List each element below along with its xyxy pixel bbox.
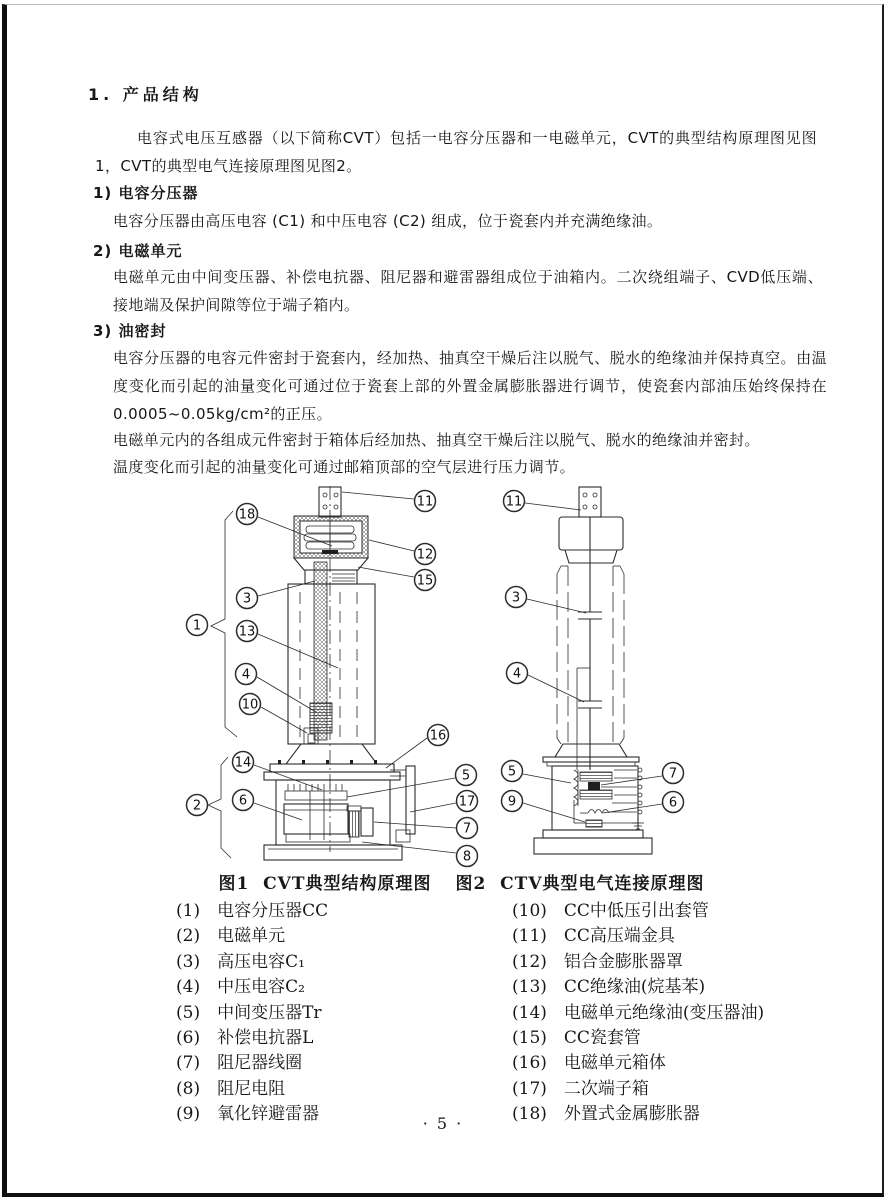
paragraph-capacitor-divider: 电容分压器由高压电容 (C1) 和中压电容 (C2) 组成，位于瓷套内并充满绝缘油。 — [113, 212, 663, 230]
callout-bubble — [415, 491, 436, 512]
part-item: (11) CC高压端金具 — [512, 926, 675, 947]
svg-text:17: 17 — [458, 794, 476, 810]
paragraph-em-unit: 电磁单元由中间变压器、补偿电抗器、阻尼器和避雷器组成位于油箱内。二次绕组端子、CVD低压端、接地端及保护间隙等位于端子箱内。 — [113, 268, 823, 314]
svg-text:7: 7 — [462, 821, 472, 837]
intermediate-transformer-winding — [574, 770, 612, 806]
callout-bubble — [187, 795, 208, 816]
svg-text:15: 15 — [416, 573, 434, 589]
svg-text:7: 7 — [668, 766, 678, 782]
part-item: (8) 阻尼电阻 — [176, 1078, 286, 1099]
subsection-heading-2: 2) 电磁单元 — [93, 242, 183, 260]
part-item: (6) 补偿电抗器L — [176, 1027, 314, 1048]
base-flange — [264, 744, 400, 780]
metal-expander-housing — [294, 516, 368, 570]
em-unit-tank — [264, 780, 402, 860]
callout-bubble — [663, 792, 684, 813]
callout-bubble — [415, 570, 436, 591]
svg-text:4: 4 — [241, 667, 251, 683]
svg-text:1: 1 — [192, 618, 202, 634]
callout-bubble — [236, 664, 257, 685]
svg-text:12: 12 — [416, 547, 434, 563]
part-item: (2) 电磁单元 — [176, 926, 286, 947]
top-cap — [559, 517, 623, 563]
svg-text:9: 9 — [507, 794, 517, 810]
callout-bubble — [237, 621, 258, 642]
capacitor-stack — [304, 562, 332, 744]
part-item: (7) 阻尼器线圈 — [176, 1053, 303, 1074]
svg-text:3: 3 — [511, 590, 521, 606]
callout-bubble — [237, 504, 258, 525]
paragraph-oil-seal-3: 温度变化而引起的油量变化可通过邮箱顶部的空气层进行压力调节。 — [113, 458, 576, 476]
svg-text:6: 6 — [668, 795, 678, 811]
hv-terminal-fitting — [579, 487, 601, 517]
callout-bubble — [507, 663, 528, 684]
svg-text:10: 10 — [241, 697, 259, 713]
callout-bubble — [187, 615, 208, 636]
svg-text:5: 5 — [507, 764, 517, 780]
svg-text:8: 8 — [462, 849, 472, 865]
part-item: (5) 中间变压器Tr — [176, 1002, 322, 1023]
porcelain-bushing-outline — [555, 566, 627, 757]
section-title: 1. 产品结构 — [88, 85, 203, 104]
subsection-heading-1: 1) 电容分压器 — [93, 184, 199, 202]
callout-bubble — [233, 790, 254, 811]
secondary-terminal-box-plate — [390, 766, 415, 842]
callout-bubble — [502, 791, 523, 812]
svg-text:13: 13 — [238, 624, 256, 640]
capacitor-symbols — [577, 517, 602, 770]
figure-2-drawing — [462, 480, 715, 882]
parts-list-left-column — [176, 899, 328, 1128]
part-item: (1) 电容分压器CC — [176, 901, 329, 921]
part-item: (17) 二次端子箱 — [512, 1078, 649, 1099]
part-item: (15) CC瓷套管 — [512, 1027, 641, 1048]
intro-paragraph: 电容式电压互感器（以下简称CVT）包括一电容分压器和一电磁单元，CVT的典型结构原理图见图1，CVT的典型电气连接原理图见图2。 — [95, 129, 817, 175]
figure-1-caption: 图1 CVT典型结构原理图 — [218, 874, 432, 894]
zno-arrester-and-ground — [574, 812, 644, 829]
callout-bubble — [233, 752, 254, 773]
svg-text:11: 11 — [416, 494, 434, 510]
svg-text:18: 18 — [238, 507, 256, 523]
paragraph-oil-seal-2: 电磁单元内的各组成元件密封于箱体后经加热、抽真空干燥后注以脱气、脱水的绝缘油并密封。 — [113, 431, 760, 449]
callout-bubble — [506, 587, 527, 608]
svg-text:11: 11 — [505, 494, 523, 510]
svg-text:2: 2 — [192, 798, 202, 814]
part-item: (3) 高压电容C₁ — [176, 951, 305, 972]
callout-bubble — [428, 725, 449, 746]
part-item: (16) 电磁单元箱体 — [512, 1053, 666, 1074]
paragraph-oil-seal-1: 电容分压器的电容元件密封于瓷套内，经加热、抽真空干燥后注以脱气、脱水的绝缘油并保持真空。由温度变化而引起的油量变化可通过位于瓷套上部的外置金属膨胀器进行调节，使瓷套内部油压始终保持在0.0005~0.05kg/cm²的正压。 — [113, 349, 827, 423]
svg-text:5: 5 — [461, 768, 471, 784]
callout-bubble — [663, 763, 684, 784]
part-item: (18) 外置式金属膨胀器 — [512, 1104, 700, 1125]
callout-bubble — [504, 491, 525, 512]
callout-bubble — [502, 761, 523, 782]
svg-text:16: 16 — [429, 728, 447, 744]
part-item: (10) CC中低压引出套管 — [512, 901, 709, 921]
part-item: (13) CC绝缘油(烷基苯) — [512, 977, 706, 998]
compensating-reactor — [574, 800, 609, 823]
callout-bubble — [237, 588, 258, 609]
callout-bubble — [240, 694, 261, 715]
figure-2-caption: 图2 CTV典型电气连接原理图 — [455, 874, 705, 894]
subsection-heading-3: 3) 油密封 — [93, 322, 167, 340]
part-item: (9) 氧化锌避雷器 — [176, 1104, 320, 1125]
part-item: (4) 中压电容C₂ — [176, 977, 305, 998]
svg-text:4: 4 — [512, 666, 522, 682]
tank-and-flange — [534, 757, 652, 854]
svg-text:3: 3 — [242, 591, 252, 607]
svg-text:14: 14 — [234, 755, 252, 771]
callout-bubble — [415, 544, 436, 565]
part-item: (14) 电磁单元绝缘油(变压器油) — [512, 1002, 765, 1023]
svg-text:6: 6 — [238, 793, 248, 809]
figure-1-drawing — [140, 480, 500, 882]
parts-list-right-column — [512, 899, 764, 1128]
page-number: · 5 · — [422, 1114, 464, 1133]
part-item: (12) 铝合金膨胀器罩 — [512, 951, 683, 972]
